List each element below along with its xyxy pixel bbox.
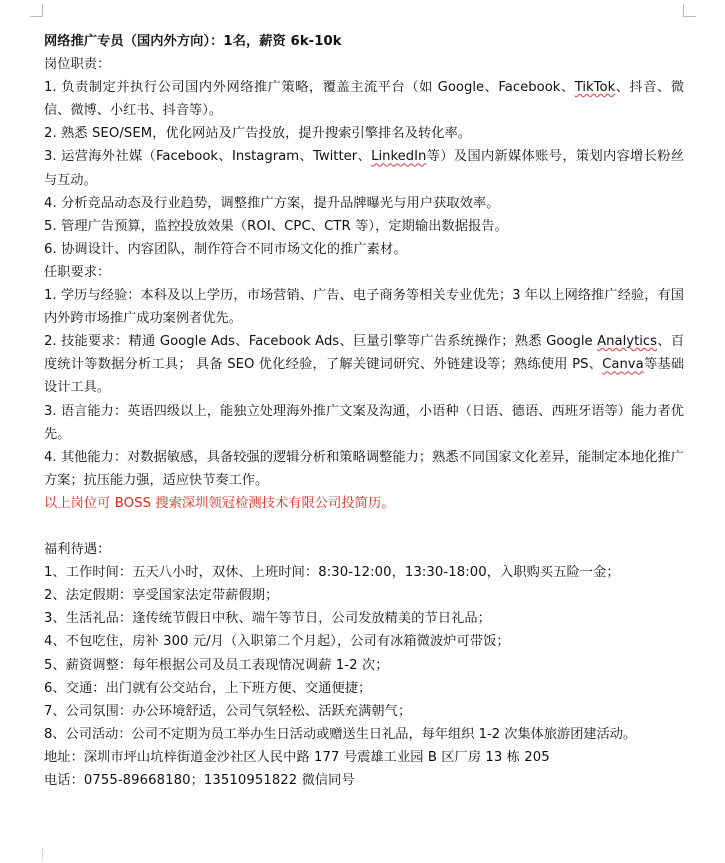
crop-mark-bottom-left bbox=[30, 848, 43, 860]
duty-item: 5. 管理广告预算，监控投放效果（ROI、CPC、CTR 等），定期输出数据报告。 bbox=[44, 218, 508, 234]
document-body[interactable] bbox=[44, 30, 684, 792]
benefit-item: 7、公司氛围：办公环境舒适，公司气氛轻松、活跃充满朝气； bbox=[44, 703, 412, 719]
crop-mark-top-right bbox=[683, 4, 696, 17]
benefit-item: 4、不包吃住，房补 300 元/月（入职第二个月起），公司有冰箱微波炉可带饭； bbox=[44, 634, 510, 650]
requirements-heading: 任职要求： bbox=[44, 264, 111, 280]
boss-notice: 以上岗位可 BOSS 搜索深圳领冠检测技术有限公司投简历。 bbox=[44, 495, 395, 511]
duty-item: 4. 分析竞品动态及行业趋势，调整推广方案，提升品牌曝光与用户获取效率。 bbox=[44, 195, 500, 211]
requirement-item: 3. 语言能力：英语四级以上，能独立处理海外推广文案及沟通，小语种（日语、德语、西班牙语等）能力者优先。 bbox=[44, 403, 684, 442]
benefit-item: 2、法定假期：享受国家法定带薪假期； bbox=[44, 588, 279, 604]
company-phone: 电话：0755-89668180；13510951822 微信同号 bbox=[44, 773, 355, 788]
duty-item: 2. 熟悉 SEO/SEM，优化网站及广告投放，提升搜索引擎排名及转化率。 bbox=[44, 126, 472, 142]
benefit-item: 3、生活礼品：逢传统节假日中秋、端午等节日，公司发放精美的节日礼品； bbox=[44, 611, 491, 627]
duty-item: 6. 协调设计、内容团队，制作符合不同市场文化的推广素材。 bbox=[44, 241, 407, 257]
requirement-item: 4. 其他能力：对数据敏感，具备较强的逻辑分析和策略调整能力；熟悉不同国家文化差异，能制定本地化推广方案；抗压能力强，适应快节奏工作。 bbox=[44, 449, 684, 488]
spellcheck-mark: Canva bbox=[602, 357, 644, 373]
company-address: 地址：深圳市坪山坑梓街道金沙社区人民中路 177 号震雄工业园 B 区厂房 13 栋 205 bbox=[44, 749, 550, 765]
blank-line bbox=[44, 515, 684, 538]
spellcheck-mark: Analytics bbox=[597, 334, 658, 350]
duty-item: 3. 运营海外社媒（Facebook、Instagram、Twitter、LinkedIn等）及国内新媒体账号，策划内容增长粉丝与互动。 bbox=[44, 149, 685, 188]
benefit-item: 5、薪资调整：每年根据公司及员工表现情况调薪 1-2 次； bbox=[44, 657, 389, 673]
job-title: 网络推广专员（国内外方向）：1名，薪资 6k-10k bbox=[44, 34, 342, 49]
spellcheck-mark: LinkedIn bbox=[371, 149, 427, 165]
benefits-heading: 福利待遇： bbox=[44, 542, 111, 558]
crop-mark-top-left bbox=[30, 4, 43, 17]
requirement-item: 1. 学历与经验：本科及以上学历，市场营销、广告、电子商务等相关专业优先；3 年以上网络推广经验，有国内外跨市场推广成功案例者优先。 bbox=[44, 288, 684, 327]
benefit-item: 1、工作时间：五天八小时，双休、上班时间：8:30-12:00，13:30-18:00，入职购买五险一金； bbox=[44, 565, 620, 581]
duties-heading: 岗位职责： bbox=[44, 57, 111, 73]
benefit-item: 8、公司活动：公司不定期为员工举办生日活动或赠送生日礼品，每年组织 1-2 次集体旅游团建活动。 bbox=[44, 726, 637, 742]
spellcheck-mark: TikTok bbox=[574, 80, 616, 96]
requirement-item: 2. 技能要求：精通 Google Ads、Facebook Ads、巨量引擎等广告系统操作；熟悉 Google Analytics、百度统计等数据分析工具； 具备 SEO 优化经验，了解关键词研究、外链建设等；熟练使用 PS、Canva等基础设计工具。 bbox=[44, 334, 685, 396]
benefit-item: 6、交通：出门就有公交站台，上下班方便、交通便捷； bbox=[44, 680, 372, 696]
duty-item: 1. 负责制定并执行公司国内外网络推广策略，覆盖主流平台（如 Google、Facebook、TikTok、抖音、微信、微博、小红书、抖音等）。 bbox=[44, 80, 684, 119]
